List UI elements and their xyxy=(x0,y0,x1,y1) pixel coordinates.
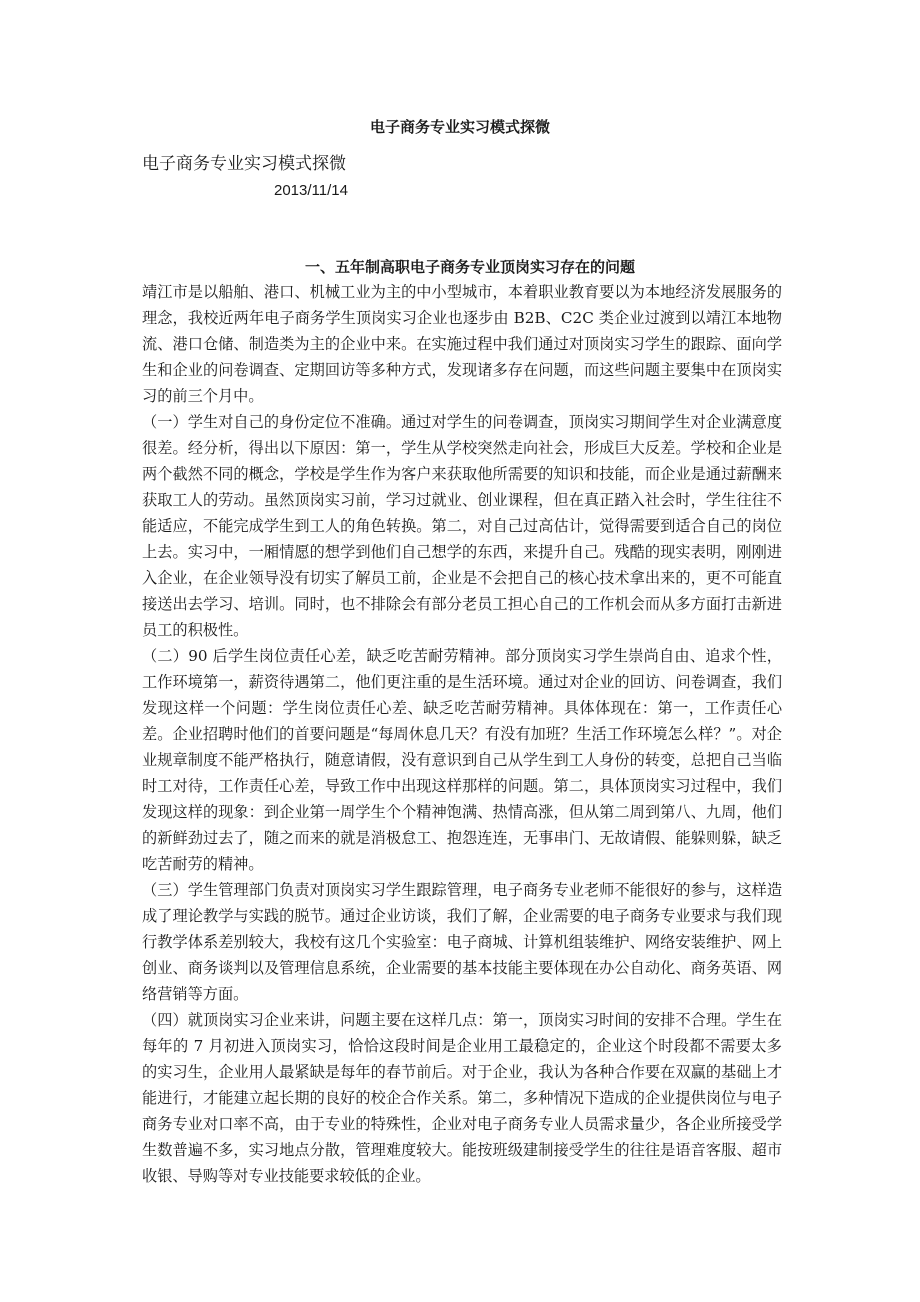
document-subtitle: 电子商务专业实习模式探微 xyxy=(142,154,346,174)
document-date: 2013/11/14 xyxy=(274,182,348,199)
document-body xyxy=(142,279,782,1189)
paragraph-item-1: （一）学生对自己的身份定位不准确。通过对学生的问卷调查，顶岗实习期间学生对企业满意度很差。经分析，得出以下原因：第一，学生从学校突然走向社会，形成巨大反差。学校和企业是两个截然不同的概念，学校是学生作为客户来获取他所需要的知识和技能，而企业是通过薪酬来获取工人的劳动。虽然顶岗实习前，学习过就业、创业课程，但在真正踏入社会时，学生往往不能适应，不能完成学生到工人的角色转换。第二，对自己过高估计，觉得需要到适合自己的岗位上去。实习中，一厢情愿的想学到他们自己想学的东西，来提升自己。残酷的现实表明，刚刚进入企业，在企业领导没有切实了解员工前，企业是不会把自己的核心技术拿出来的，更不可能直接送出去学习、培训。同时，也不排除会有部分老员工担心自己的工作机会而从多方面打击新进员工的积极性。 xyxy=(142,413,782,639)
paragraph-item-4: （四）就顶岗实习企业来讲，问题主要在这样几点：第一，顶岗实习时间的安排不合理。学生在每年的 7 月初进入顶岗实习，恰恰这段时间是企业用工最稳定的，企业这个时段都不需要太多的实习生，企业用人最紧缺是每年的春节前后。对于企业，我认为各种合作要在双赢的基础上才能进行，才能建立起长期的良好的校企合作关系。第二，多种情况下造成的企业提供岗位与电子商务专业对口率不高，由于专业的特殊性，企业对电子商务专业人员需求量少，各企业所接受学生数普遍不多，实习地点分散，管理难度较大。能按班级建制接受学生的往往是语音客服、超市收银、导购等对专业技能要求较低的企业。 xyxy=(142,1011,782,1185)
section-heading: 一、五年制高职电子商务专业顶岗实习存在的问题 xyxy=(304,258,635,276)
paragraph-item-2: （二）90 后学生岗位责任心差，缺乏吃苦耐劳精神。部分顶岗实习学生崇尚自由、追求个性，工作环境第一，薪资待遇第二，他们更注重的是生活环境。通过对企业的回访、问卷调查，我们发现这样一个问题：学生岗位责任心差、缺乏吃苦耐劳精神。具体体现在：第一，工作责任心差。企业招聘时他们的首要问题是“每周休息几天？有没有加班？生活工作环境怎么样？”。对企业规章制度不能严格执行，随意请假，没有意识到自己从学生到工人身份的转变，总把自己当临时工对待，工作责任心差，导致工作中出现这样那样的问题。第二，具体顶岗实习过程中，我们发现这样的现象：到企业第一周学生个个精神饱满、热情高涨，但从第二周到第八、九周，他们的新鲜劲过去了，随之而来的就是消极怠工、抱怨连连，无事串门、无故请假、能躲则躲，缺乏吃苦耐劳的精神。 xyxy=(142,647,782,873)
paragraph-intro: 靖江市是以船舶、港口、机械工业为主的中小型城市，本着职业教育要以为本地经济发展服务的理念，我校近两年电子商务学生顶岗实习企业也逐步由 B2B、C2C 类企业过渡到以靖江本地物流、港口仓储、制造类为主的企业中来。在实施过程中我们通过对顶岗实习学生的跟踪、面向学生和企业的问卷调查、定期回访等多种方式，发现诸多存在问题，而这些问题主要集中在顶岗实习的前三个月中。 xyxy=(142,283,782,405)
paragraph-item-3: （三）学生管理部门负责对顶岗实习学生跟踪管理，电子商务专业老师不能很好的参与，这样造成了理论教学与实践的脱节。通过企业访谈，我们了解，企业需要的电子商务专业要求与我们现行教学体系差别较大，我校有这几个实验室：电子商城、计算机组装维护、网络安装维护、网上创业、商务谈判以及管理信息系统，企业需要的基本技能主要体现在办公自动化、商务英语、网络营销等方面。 xyxy=(142,881,782,1003)
document-title: 电子商务专业实习模式探微 xyxy=(369,118,550,136)
